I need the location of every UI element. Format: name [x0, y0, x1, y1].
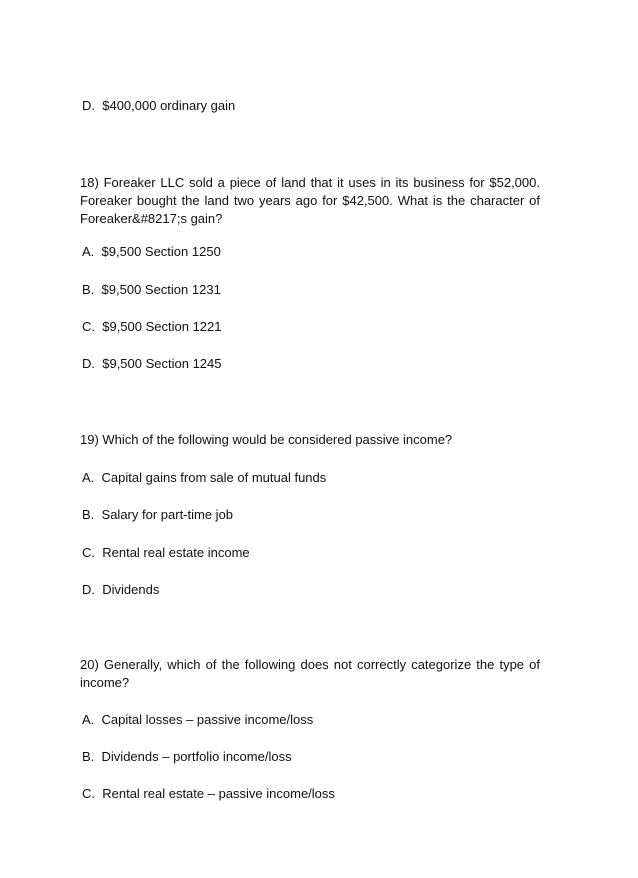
option-text: Salary for part-time job [101, 507, 234, 522]
option-text: Capital losses – passive income/loss [101, 712, 314, 727]
q20-question [80, 656, 540, 692]
question-line: Foreaker bought the land two years ago for $42,500. What is the character of [80, 193, 540, 208]
option-letter: C. [82, 545, 95, 560]
q18-option-c [82, 318, 222, 336]
option-text: Dividends [102, 582, 160, 597]
q18-option-b [82, 281, 221, 299]
option-letter: D. [82, 582, 95, 597]
q18-option-a [82, 243, 221, 261]
option-letter: A. [82, 244, 95, 259]
option-letter: A. [82, 712, 95, 727]
option-text: $400,000 ordinary gain [102, 98, 236, 113]
option-letter: B. [82, 749, 95, 764]
q18-option-d [82, 355, 222, 373]
question-line: Foreaker&#8217;s gain? [80, 211, 223, 226]
question-line: 20) Generally, which of the following does not correctly categorize the type of [80, 657, 540, 672]
option-text: $9,500 Section 1221 [102, 319, 222, 334]
q19-option-b [82, 506, 233, 524]
option-text: $9,500 Section 1245 [102, 356, 222, 371]
option-text: $9,500 Section 1250 [101, 244, 221, 259]
question-line: income? [80, 675, 130, 690]
option-letter: D. [82, 98, 95, 113]
option-text: Rental real estate – passive income/loss [102, 786, 335, 801]
question-line: 19) Which of the following would be considered passive income? [80, 432, 453, 447]
q20-option-c [82, 785, 335, 803]
option-text: Dividends – portfolio income/loss [101, 749, 292, 764]
option-letter: C. [82, 786, 95, 801]
q19-question [80, 431, 540, 449]
option-letter: C. [82, 319, 95, 334]
option-letter: D. [82, 356, 95, 371]
option-letter: A. [82, 470, 95, 485]
q19-option-d [82, 581, 159, 599]
option-text: Capital gains from sale of mutual funds [101, 470, 327, 485]
q20-option-b [82, 748, 292, 766]
option-letter: B. [82, 507, 95, 522]
option-text: $9,500 Section 1231 [101, 282, 221, 297]
option-letter: B. [82, 282, 95, 297]
question-line: 18) Foreaker LLC sold a piece of land that it uses in its business for $52,000. [80, 175, 540, 190]
q17-option-d [82, 97, 235, 115]
q19-option-a [82, 469, 326, 487]
q18-question [80, 174, 540, 228]
option-text: Rental real estate income [102, 545, 250, 560]
q20-option-a [82, 711, 313, 729]
q19-option-c [82, 544, 250, 562]
